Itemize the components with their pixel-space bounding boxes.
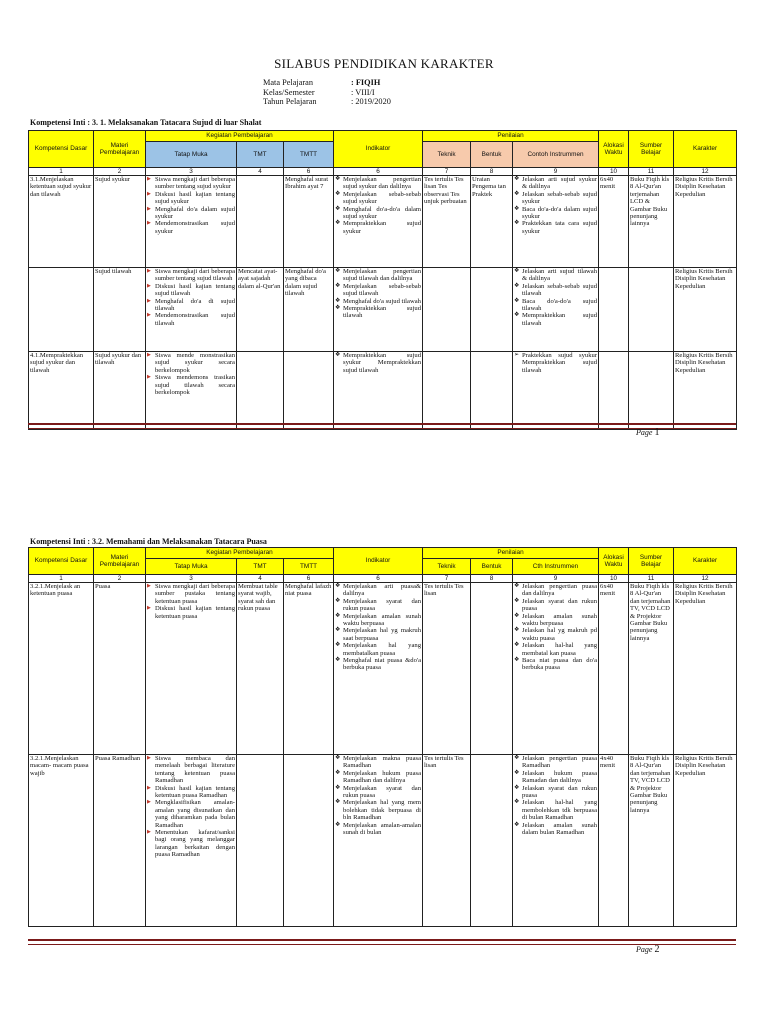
cell-bentuk: Uraian Pengema tan Praktek (471, 176, 513, 268)
list-item: ❖ Jelaskan amalan sunah dalam bulan Ramadhan (514, 822, 597, 837)
meta-label: Kelas/Semester (263, 87, 315, 97)
header-tmtt: TMTT (284, 142, 334, 168)
cell-bentuk (471, 583, 513, 755)
header-karakter: Karakter (674, 548, 737, 575)
cell-alokasi (599, 268, 629, 352)
cell-materi: Puasa Ramadhan (94, 755, 146, 927)
list-item: ❖ Jelaskan arti sujud syukur & dalilnya (514, 176, 597, 191)
list-item: ❖ Menjelaskan pengertian sujud tilawah dan dalilnya (335, 268, 421, 283)
header-bentuk: Bentuk (471, 142, 513, 168)
col-number: 6 (334, 168, 423, 176)
cell-kd: 3.2.1.Menjelaskan macam- macam puasa wajib (29, 755, 94, 927)
cell-tmtt: Menghafal do'a yang dibaca dalam sujud tilawah (284, 268, 334, 352)
col-number: 8 (471, 168, 513, 176)
list-item: ❖ Mempraktekkan sujud syukur (335, 220, 421, 235)
list-item: ❖ Jelaskan pengertian puasa Ramadhan (514, 755, 597, 770)
list-item: ❖ Praktekkan tata cara sujud syukur (514, 220, 597, 235)
cell-tmtt (284, 352, 334, 430)
list-item: ❖ Menjelaskan hal yg makruh saat berpuasa (335, 627, 421, 642)
cell-materi: Puasa (94, 583, 146, 755)
table-row (29, 755, 737, 927)
cell-tatap-muka (146, 755, 237, 927)
cell-sumber: Buku Fiqih kls 8 Al-Qur'an dan terjemahan TV, VCD LCD & Projektor Gambar Buku penunjang lainnya (629, 583, 674, 755)
header-indikator: Indikator (334, 548, 423, 575)
cell-sumber (629, 268, 674, 352)
syllabus-table-2 (28, 547, 737, 927)
list-item: ❖ Menghafal niat puasa &do'a berbuka puasa (335, 657, 421, 672)
list-item: ▶ Diskusi hasil kajian tentang sujud tilawah (147, 283, 235, 298)
cell-kd: 3.2.1.Menjelask an ketentuan puasa (29, 583, 94, 755)
page-number-value: 2 (654, 944, 660, 955)
col-number: 12 (674, 575, 737, 583)
list-item: ❖ Menghafal do'a-do'a dalam sujud syukur (335, 206, 421, 221)
cell-karakter: Religius Kritis Bersih Disiplin Kesehatan Kepedulian (674, 352, 737, 430)
header-sumber: Sumber Belajar (629, 131, 674, 168)
list-item: ❖ Menjelaskan amalan-amalan sunah di bulan (335, 822, 421, 837)
col-number: 1 (29, 168, 94, 176)
header-alokasi: Alokasi Waktu (599, 131, 629, 168)
cell-tatap-muka (146, 352, 237, 430)
cell-sumber (629, 352, 674, 430)
cell-bentuk (471, 352, 513, 430)
list-item: ❖ Jelaskan hal-hal yang membolehkan tdk berpuasa di bulan Ramadhan (514, 799, 597, 821)
cell-alokasi: 6x40 menit (599, 176, 629, 268)
cell-tmt (237, 755, 284, 927)
cell-indikator (334, 755, 423, 927)
list-item: ❖ Jelaskan sebab-sebab sujud tilawah (514, 283, 597, 298)
cell-indikator (334, 176, 423, 268)
cell-tatap-muka (146, 583, 237, 755)
header-contoh: Cth Instrummen (513, 559, 599, 575)
cell-alokasi (599, 352, 629, 430)
col-number: 12 (674, 168, 737, 176)
cell-contoh (513, 352, 599, 430)
cell-materi: Sujud syukur (94, 176, 146, 268)
col-number: 6 (284, 168, 334, 176)
list-item: ❖ Menjelaskan hukum puasa Ramadhan dan dalilnya (335, 770, 421, 785)
col-number: 9 (513, 168, 599, 176)
cell-tmtt: Menghafal surat Ibrahim ayat 7 (284, 176, 334, 268)
syllabus-table-1 (28, 130, 737, 430)
cell-tmtt: Menghafal lafazh niat puasa (284, 583, 334, 755)
kompetensi-inti: Kompetensi Inti : 3. 1. Melaksanakan Tatacara Sujud di luar Shalat (30, 118, 262, 127)
header-tatap-muka: Tatap Muka (146, 559, 237, 575)
list-item: ❖ Menjelaskan makna puasa Ramadhan (335, 755, 421, 770)
col-number: 6 (334, 575, 423, 583)
meta-row (263, 97, 391, 107)
cell-teknik: Tes tertulis Tes lisan Tes observasi Tes unjuk perbuatan (423, 176, 471, 268)
col-number: 4 (237, 168, 284, 176)
cell-tatap-muka (146, 268, 237, 352)
cell-contoh (513, 583, 599, 755)
page-2 (0, 470, 768, 1024)
header-materi: Materi Pembelajaran (94, 548, 146, 575)
list-item: ▶ Siswa mengkaji dari beberapa sumber tentang sujud syukur (147, 176, 235, 191)
header-teknik: Teknik (423, 142, 471, 168)
col-number: 6 (284, 575, 334, 583)
header-tmt: TMT (237, 142, 284, 168)
list-item: ❖ Baca do'a-do'a sujud tilawah (514, 298, 597, 313)
header-penilaian: Penilaian (423, 131, 599, 142)
cell-materi: Sujud tilawah (94, 268, 146, 352)
column-number-row (29, 575, 737, 583)
cell-karakter: Religius Kritis Bersih Disiplin Kesehatan Kepedulian (674, 268, 737, 352)
cell-contoh (513, 755, 599, 927)
list-item: ❖ Menjelaskan arti puasa& dalilnya (335, 583, 421, 598)
list-item: ❖ Menjelaskan pengertian sujud syukur dan dalilnya (335, 176, 421, 191)
cell-indikator (334, 268, 423, 352)
cell-materi: Sujud syukur dan tilawah (94, 352, 146, 430)
list-item: ▶ Diskusi hasil kajian tentang sujud syukur (147, 191, 235, 206)
header-penilaian: Penilaian (423, 548, 599, 559)
header-materi: Materi Pembelajaran (94, 131, 146, 168)
cell-karakter: Religius Kritis Bersih Disiplin Kesehatan Kepedulian (674, 176, 737, 268)
col-number: 8 (471, 575, 513, 583)
cell-alokasi: 4x40 menit (599, 755, 629, 927)
list-item: ❖ Jelaskan sebab-sebab sujud syukur (514, 191, 597, 206)
list-item: ❖ Jelaskan syarat dan rukun puasa (514, 598, 597, 613)
cell-contoh (513, 268, 599, 352)
list-item: ▶ Diskusi hasil kajian tentang ketentuan puasa Ramadhan (147, 785, 235, 800)
cell-teknik (423, 268, 471, 352)
list-item: ▶ Mengklasifisikan amalan-amalan yang disunatkan dan yang diharamkan pada bulan Ramadhan (147, 799, 235, 829)
col-number: 2 (94, 168, 146, 176)
list-item: ❖ Jelaskan hal yg makruh pd waktu puasa (514, 627, 597, 642)
cell-karakter: Religius Kritis Bersih Disiplin Kesehatan Kepedulian (674, 755, 737, 927)
header-alokasi: Alokasi Waktu (599, 548, 629, 575)
col-number: 2 (94, 575, 146, 583)
list-item: ❖ Baca niat puasa dan do'a berbuka puasa (514, 657, 597, 672)
header-sumber: Sumber Belajar (629, 548, 674, 575)
column-number-row (29, 168, 737, 176)
cell-bentuk (471, 268, 513, 352)
footer-rule (28, 939, 736, 945)
list-item: ▶ Diskusi hasil kajian tentang ketentuan puasa (147, 605, 235, 620)
cell-contoh (513, 176, 599, 268)
header-teknik: Teknik (423, 559, 471, 575)
list-item: ❖ Menjelaskan syarat dan rukun puasa (335, 785, 421, 800)
list-item: ▶ Siswa mengkaji dari beberapa sumber tentang sujud tilawah (147, 268, 235, 283)
header-tatap-muka: Tatap Muka (146, 142, 237, 168)
cell-karakter: Religius Kritis Bersih Disiplin Kesehatan Kepedulian (674, 583, 737, 755)
col-number: 11 (629, 168, 674, 176)
cell-bentuk (471, 755, 513, 927)
cell-alokasi: 6x40 menit (599, 583, 629, 755)
cell-tmt (237, 352, 284, 430)
list-item: ❖ Jelaskan pengertian puasa dan dalilnya (514, 583, 597, 598)
header-bentuk: Bentuk (471, 559, 513, 575)
list-item: ❖ Menghafal do'a sujud tilawah (335, 298, 421, 305)
cell-sumber: Buku Fiqih kls 8 Al-Qur'an dan terjemahan TV, VCD LCD & Projektor Gambar Buku penunjang lainnya (629, 755, 674, 927)
meta-row (263, 88, 391, 98)
cell-teknik (423, 352, 471, 430)
list-item: ❖ Menjelaskan hal yang mem bolehkan tidak berpuasa di bln Ramadhan (335, 799, 421, 821)
page-number (636, 944, 659, 955)
cell-kd (29, 268, 94, 352)
list-item: ▶ Mendemonstrasikan sujud syukur (147, 220, 235, 235)
list-item: ▶ Menghafal do'a dalam sujud syukur (147, 206, 235, 221)
header-tmtt: TMTT (284, 559, 334, 575)
col-number: 3 (146, 168, 237, 176)
page-label: Page (636, 428, 653, 437)
list-item: ❖ Jelaskan hal-hal yang membatal kan puasa (514, 642, 597, 657)
table-row (29, 583, 737, 755)
col-number: 3 (146, 575, 237, 583)
col-number: 7 (423, 575, 471, 583)
list-item: ▶ Siswa mengkaji dari beberapa sumber pustaka tentang ketentuan puasa (147, 583, 235, 605)
cell-tmt (237, 176, 284, 268)
col-number: 10 (599, 575, 629, 583)
page-1 (0, 0, 768, 470)
col-number: 11 (629, 575, 674, 583)
meta-block (263, 78, 391, 107)
list-item: ❖ Baca do'a-do'a dalam sujud syukur (514, 206, 597, 221)
list-item: ❖ Jelaskan arti sujud tilawah & dalilnya (514, 268, 597, 283)
meta-label: Mata Pelajaran (263, 78, 313, 87)
cell-indikator (334, 352, 423, 430)
list-item: ❖ Jelaskan amalan sunah waktu berpuasa (514, 613, 597, 628)
meta-value: : FIQIH (351, 78, 381, 87)
kompetensi-inti: Kompetensi Inti : 3.2. Memahami dan Melaksanakan Tatacara Puasa (30, 537, 267, 546)
cell-sumber: Buku Fiqih kls 8 Al-Qur'an terjemahan LCD & Gambar Buku penunjang lainnya (629, 176, 674, 268)
cell-kd: 3.1.Menjelaskan ketentuan sujud syukur dan tilawah (29, 176, 94, 268)
table-row (29, 268, 737, 352)
meta-label: Tahun Pelajaran (263, 97, 317, 107)
cell-indikator (334, 583, 423, 755)
header-tmt: TMT (237, 559, 284, 575)
col-number: 7 (423, 168, 471, 176)
header-contoh: Contoh Instrummen (513, 142, 599, 168)
col-number: 10 (599, 168, 629, 176)
document-title: SILABUS PENDIDIKAN KARAKTER (274, 56, 494, 71)
page-label: Page (636, 945, 653, 954)
list-item: ▶ Siswa mendemons trasikan sujud tilawah secara berkelompok (147, 374, 235, 396)
header-kegiatan: Kegiatan Pembelajaran (146, 131, 334, 142)
list-item: ❖ Menjelaskan sebab-sebab sujud tilawah (335, 283, 421, 298)
header-indikator: Indikator (334, 131, 423, 168)
list-item: ❖ Jelaskan hukum puasa Ramadan dan dalilnya (514, 770, 597, 785)
table-row (29, 352, 737, 430)
list-item: ❖ Mempraktekkan sujud syukur Mempraktekkan sujud tilawah (335, 352, 421, 374)
list-item: ❖ Jelaskan syarat dan rukun puasa (514, 785, 597, 800)
list-item: ❖ Menjelaskan sebab-sebab sujud syukur (335, 191, 421, 206)
cell-kd: 4.1.Mempraktekkan sujud syukur dan tilawah (29, 352, 94, 430)
cell-tmtt (284, 755, 334, 927)
cell-tmt: Mencatat ayat-ayat sajadah dalam al-Qur'an (237, 268, 284, 352)
meta-value: : 2019/2020 (351, 97, 391, 107)
list-item: ❖ Mempraktekkan sujud tilawah (335, 305, 421, 320)
col-number: 9 (513, 575, 599, 583)
col-number: 4 (237, 575, 284, 583)
list-item: ▶ Siswa membaca dan menelaah berbagai literature tentang ketentuan puasa Ramadhan (147, 755, 235, 785)
meta-row (263, 78, 391, 88)
col-number: 1 (29, 575, 94, 583)
footer-rule (28, 423, 736, 429)
list-item: ❖ Menjelaskan syarat dan rukun puasa (335, 598, 421, 613)
header-karakter: Karakter (674, 131, 737, 168)
cell-tatap-muka (146, 176, 237, 268)
list-item: ▶ Siswa mende monstrasikan sujud syukur secara berkelompok (147, 352, 235, 374)
list-item: ❖ Menjelaskan amalan sunah waktu berpuasa (335, 613, 421, 628)
page-number (636, 427, 659, 438)
list-item: ▶ Menentukan kafarat/sanksi bagi orang yang melanggar larangan berkaitan dengan puasa Ramadhan (147, 829, 235, 859)
table-row (29, 176, 737, 268)
list-item: ❖ Mempraktekkan sujud tilawah (514, 312, 597, 327)
page-number-value: 1 (654, 427, 660, 438)
cell-teknik: Tes tertulis Tes lisan (423, 755, 471, 927)
list-item: ❖ Menjelaskan hal yang membatalkan puasa (335, 642, 421, 657)
header-kegiatan: Kegiatan Pembelajaran (146, 548, 334, 559)
header-kd: Kompetensi Dasar (29, 548, 94, 575)
header-kd: Kompetensi Dasar (29, 131, 94, 168)
cell-teknik: Tes tertulis Tes lisan (423, 583, 471, 755)
list-item: ➢ Praktekkan sujud syukur Mempraktekkan sujud tilawah (514, 352, 597, 374)
meta-value: : VIII/I (351, 87, 375, 97)
list-item: ▶ Menghafal do'a di sujud tilawah (147, 298, 235, 313)
list-item: ▶ Mendemonstrasikan sujud tilawah (147, 312, 235, 327)
cell-tmt: Membuat table syarat wajib, syarat sah dan rukun puasa (237, 583, 284, 755)
